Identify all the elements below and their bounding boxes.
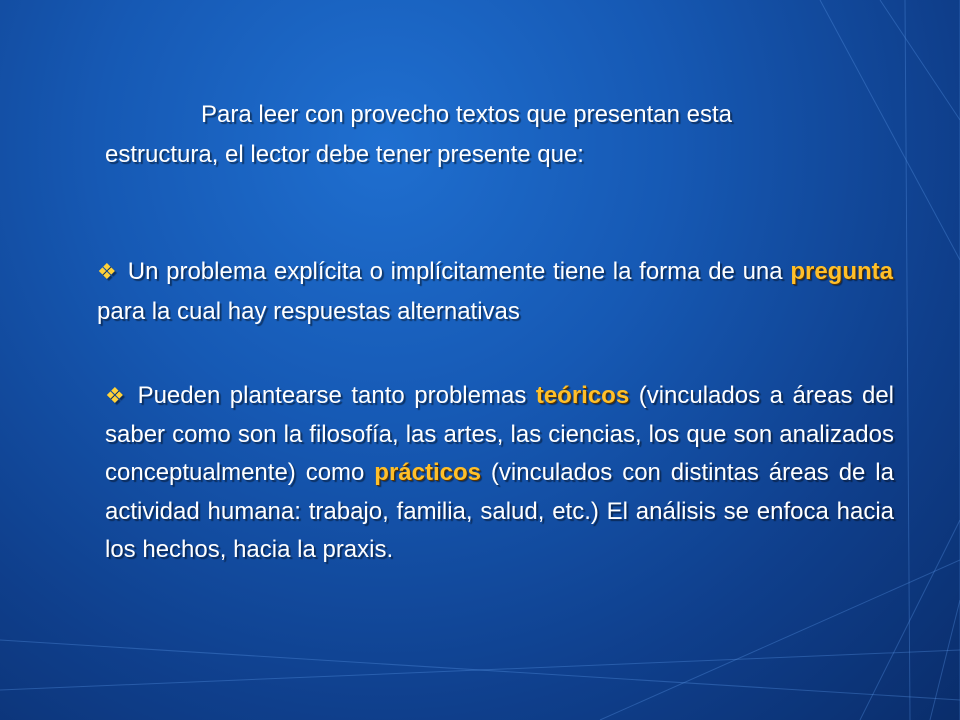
point2-text-before: Pueden plantearse tanto problemas bbox=[137, 382, 527, 409]
point2-text-after: (vinculados con distintas áreas de la actividad humana: trabajo, familia, salud, etc.) El análisis se enfoca hacia los hechos, hacia la praxis. bbox=[105, 459, 894, 563]
diamond-bullet-icon: ❖ bbox=[97, 259, 118, 284]
point1-text-before: Un problema explícita o implícitamente tiene la forma de una bbox=[127, 258, 783, 285]
highlight-practicos: prácticos bbox=[374, 459, 481, 486]
intro-paragraph bbox=[105, 95, 905, 175]
highlight-pregunta: pregunta bbox=[790, 258, 893, 285]
point1-text-after: para la cual hay respuestas alternativas bbox=[97, 298, 520, 325]
point-theoretical-practical bbox=[105, 377, 894, 570]
highlight-teoricos: teóricos bbox=[535, 382, 630, 409]
point-problem-question bbox=[97, 252, 893, 332]
point2-text-middle: (vinculados a áreas del saber como son la filosofía, las artes, las ciencias, los que son analizados conceptualmente) como bbox=[105, 382, 895, 486]
intro-line-2: estructura, el lector debe tener presente que: bbox=[105, 141, 584, 168]
intro-line-1: Para leer con provecho textos que presentan esta bbox=[201, 101, 732, 128]
diamond-bullet-icon: ❖ bbox=[105, 383, 128, 408]
